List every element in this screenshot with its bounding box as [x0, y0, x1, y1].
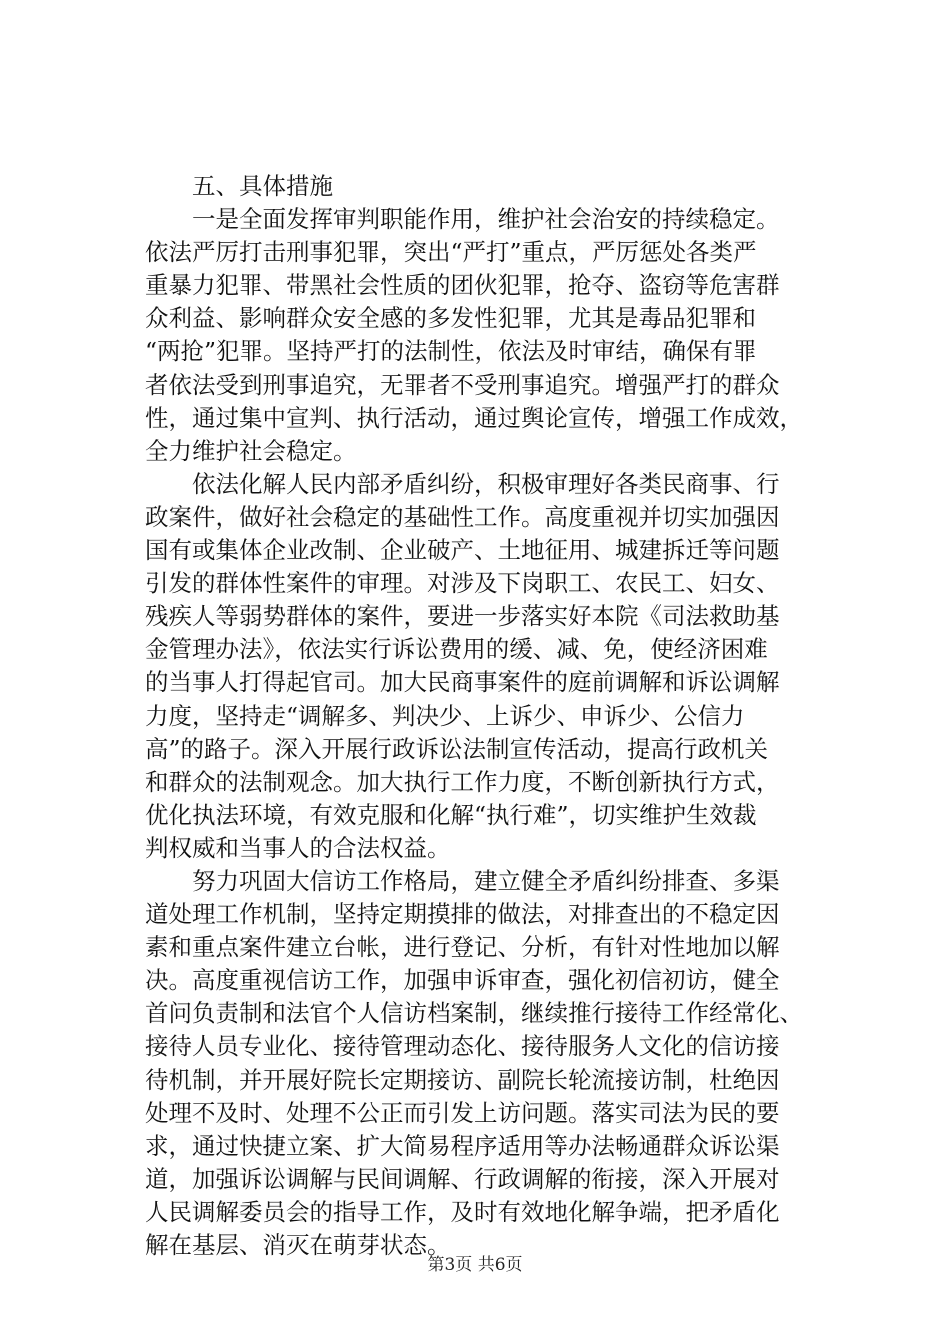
text-line: 性，通过集中宣判、执行活动，通过舆论宣传，增强工作成效， [145, 403, 803, 432]
text-line: 优化执法环境，有效克服和化解“执行难”，切实维护生效裁 [145, 800, 757, 829]
text-line: 残疾人等弱势群体的案件，要进一步落实好本院《司法救助基 [145, 602, 780, 631]
text-line: 解在基层、消灭在萌芽状态。 [145, 1231, 451, 1259]
text-line: 道处理工作机制，坚持定期摸排的做法，对排查出的不稳定因 [145, 900, 780, 929]
text-line: 全力维护社会稳定。 [145, 436, 357, 465]
text-line: 者依法受到刑事追究，无罪者不受刑事追究。增强严打的群众 [145, 370, 780, 399]
text-line: 引发的群体性案件的审理。对涉及下岗职工、农民工、妇女、 [145, 569, 780, 598]
text-line: “两抢”犯罪。坚持严打的法制性，依法及时审结，确保有罪 [145, 337, 757, 366]
text-line: 努力巩固大信访工作格局，建立健全矛盾纠纷排查、多渠 [145, 866, 780, 895]
text-line: 重暴力犯罪、带黑社会性质的团伙犯罪，抢夺、盗窃等危害群 [145, 271, 780, 300]
text-line: 高”的路子。深入开展行政诉讼法制宣传活动，提高行政机关 [145, 734, 769, 763]
text-line: 决。高度重视信访工作，加强申诉审查，强化初信初访，健全 [145, 966, 780, 995]
text-line: 国有或集体企业改制、企业破产、土地征用、城建拆迁等问题 [145, 536, 780, 565]
text-line: 处理不及时、处理不公正而引发上访问题。落实司法为民的要 [145, 1098, 780, 1127]
text-line: 待机制，并开展好院长定期接访、副院长轮流接访制，杜绝因 [145, 1065, 780, 1094]
text-line: 接待人员专业化、接待管理动态化、接待服务人文化的信访接 [145, 1032, 780, 1061]
text-line: 判权威和当事人的合法权益。 [145, 833, 451, 862]
text-line: 道，加强诉讼调解与民间调解、行政调解的衔接，深入开展对 [145, 1164, 780, 1193]
text-line: 依法严厉打击刑事犯罪，突出“严打”重点，严厉惩处各类严 [145, 238, 757, 267]
text-line: 人民调解委员会的指导工作，及时有效地化解争端，把矛盾化 [145, 1197, 780, 1226]
text-line: 政案件，做好社会稳定的基础性工作。高度重视并切实加强因 [145, 502, 780, 531]
text-line: 众利益、影响群众安全感的多发性犯罪，尤其是毒品犯罪和 [145, 304, 756, 333]
text-line: 首问负责制和法官个人信访档案制，继续推行接待工作经常化、 [145, 999, 803, 1028]
text-line: 素和重点案件建立台帐，进行登记、分析，有针对性地加以解 [145, 933, 780, 962]
document-body [145, 170, 809, 1262]
text-line: 一是全面发挥审判职能作用，维护社会治安的持续稳定。 [145, 205, 780, 234]
page-footer: 第3页 共6页 [427, 1255, 523, 1275]
text-line: 和群众的法制观念。加大执行工作力度，不断创新执行方式， [145, 767, 780, 796]
text-line: 力度，坚持走“调解多、判决少、上诉少、申诉少、公信力 [145, 701, 745, 730]
text-line: 金管理办法》，依法实行诉讼费用的缓、减、免，使经济困难 [145, 635, 768, 664]
text-line: 依法化解人民内部矛盾纠纷，积极审理好各类民商事、行 [145, 469, 780, 498]
text-line: 五、具体措施 [145, 172, 333, 200]
text-line: 的当事人打得起官司。加大民商事案件的庭前调解和诉讼调解 [145, 668, 780, 697]
text-line: 求，通过快捷立案、扩大简易程序适用等办法畅通群众诉讼渠 [145, 1131, 780, 1160]
